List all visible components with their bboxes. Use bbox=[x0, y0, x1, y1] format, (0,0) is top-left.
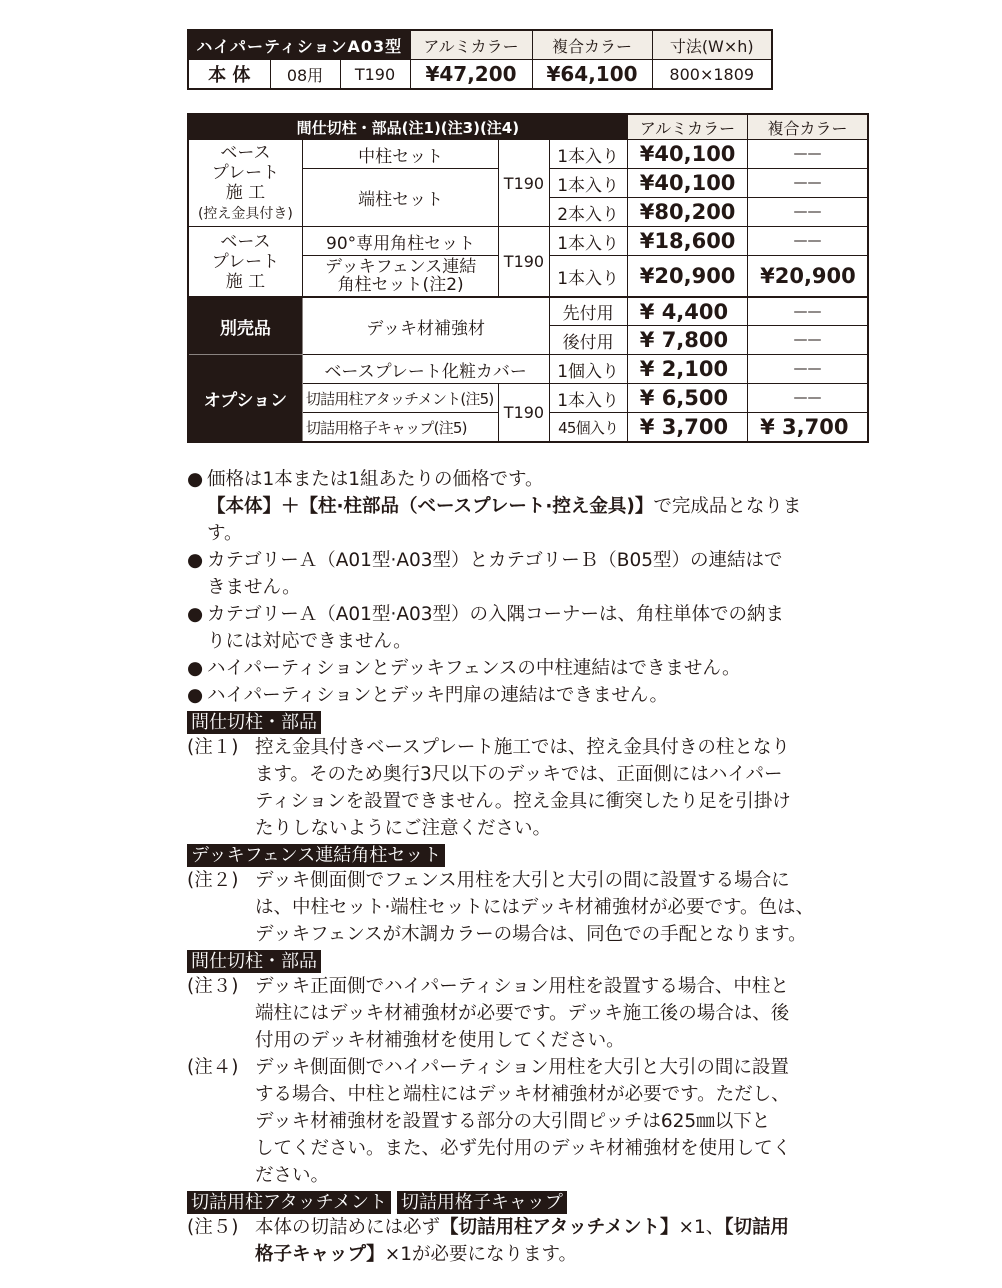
note-continuation bbox=[187, 628, 877, 655]
col-header-size: 寸法(W×h) bbox=[652, 30, 772, 60]
bullet-text: ハイパーティションとデッキ門扉の連結はできません。 bbox=[207, 685, 669, 706]
item-name: 中柱セット bbox=[302, 140, 499, 169]
item-name-line: デッキフェンス連結 bbox=[324, 257, 477, 277]
note-continuation bbox=[187, 520, 877, 547]
table-row bbox=[188, 227, 868, 256]
fukugo-price: —— bbox=[748, 355, 868, 384]
parts-header: 間仕切柱・部品(注1)(注3)(注4) bbox=[188, 114, 627, 140]
category-line: 施 工 bbox=[225, 271, 266, 292]
bold-text: 【本体】＋【柱·柱部品（ベースプレート·控え金具)】 bbox=[207, 496, 654, 517]
item-qty: 1本入り bbox=[549, 140, 627, 169]
bullet-icon: ● bbox=[187, 469, 204, 490]
alumi-price: ¥ 6,500 bbox=[627, 384, 747, 413]
item-name: 90°専用角柱セット bbox=[302, 227, 499, 256]
bullet-icon: ● bbox=[187, 658, 204, 679]
bold-text: 【切詰用柱アタッチメント】 bbox=[440, 1217, 679, 1238]
fukugo-price: —— bbox=[748, 384, 868, 413]
note-line: してください。また、必ず先付用のデッキ材補強材を使用してく bbox=[255, 1138, 792, 1159]
note-line: デッキ側面側でフェンス用柱を大引と大引の間に設置する場合に bbox=[255, 870, 790, 891]
col-header-alumi: アルミカラー bbox=[627, 114, 747, 140]
note-line: 控え金具付きベースプレート施工では、控え金具付きの柱となり bbox=[255, 737, 790, 758]
section-tag-row bbox=[187, 709, 877, 734]
model-t190: T190 bbox=[499, 384, 549, 443]
item-qty: 1本入り bbox=[549, 169, 627, 198]
item-name: デッキ材補強材 bbox=[302, 297, 549, 355]
item-name: 切詰用格子キャップ(注5) bbox=[302, 413, 499, 443]
fukugo-price: —— bbox=[748, 140, 868, 169]
bullet-icon: ● bbox=[187, 604, 204, 625]
section-tag: 切詰用格子キャップ bbox=[397, 1191, 567, 1214]
category-line: ベース bbox=[220, 231, 271, 252]
category-line: プレート bbox=[211, 251, 280, 272]
item-qty: 1本入り bbox=[549, 384, 627, 413]
note-bullet bbox=[187, 547, 877, 574]
item-qty: 1本入り bbox=[549, 227, 627, 256]
note-line: 付用のデッキ材補強材を使用してください。 bbox=[255, 1030, 625, 1051]
note-1 bbox=[187, 734, 877, 842]
section-tag-row bbox=[187, 842, 877, 867]
note-label: (注３) bbox=[187, 976, 239, 997]
row-model: T190 bbox=[340, 60, 410, 90]
bullet-icon: ● bbox=[187, 550, 204, 571]
bullet-text: で完成品となりま bbox=[653, 496, 802, 517]
table1-header-row bbox=[188, 30, 772, 60]
main-body-price-table bbox=[187, 29, 773, 90]
notes-section bbox=[187, 466, 877, 1268]
category-sub: (控え金具付き) bbox=[197, 205, 293, 222]
section-tag-row bbox=[187, 1189, 877, 1214]
alumi-price: ¥80,200 bbox=[627, 198, 747, 227]
section-tag-row bbox=[187, 948, 877, 973]
table-row bbox=[188, 297, 868, 326]
fukugo-price: ¥64,100 bbox=[532, 60, 652, 90]
item-qty: 45個入り bbox=[549, 413, 627, 443]
alumi-price: ¥ 2,100 bbox=[627, 355, 747, 384]
alumi-price: ¥18,600 bbox=[627, 227, 747, 256]
note-line: デッキ正面側でハイパーティション用柱を設置する場合、中柱と bbox=[255, 976, 789, 997]
section-tag: 間仕切柱・部品 bbox=[187, 950, 321, 973]
note-4 bbox=[187, 1054, 877, 1189]
table-row bbox=[188, 60, 772, 90]
note-line bbox=[255, 1214, 877, 1241]
category-baseplate-with-brace bbox=[188, 140, 302, 227]
bullet-icon: ● bbox=[187, 685, 204, 706]
category-line: 施 工 bbox=[225, 182, 266, 203]
note-bullet bbox=[187, 682, 877, 709]
fukugo-price: —— bbox=[748, 297, 868, 326]
note-label: (注１) bbox=[187, 737, 239, 758]
product-title: ハイパーティションA03型 bbox=[188, 30, 410, 60]
section-tag: 切詰用柱アタッチメント bbox=[187, 1191, 391, 1214]
note-line: ティションを設置できません。控え金具に衝突したり足を引掛け bbox=[255, 791, 791, 812]
category-option: オプション bbox=[188, 355, 302, 443]
item-name: ベースプレート化粧カバー bbox=[302, 355, 549, 384]
note-line bbox=[255, 1241, 877, 1268]
alumi-price: ¥ 3,700 bbox=[627, 413, 747, 443]
row-name: 本 体 bbox=[188, 60, 270, 90]
note-line: たりしないようにご注意ください。 bbox=[255, 818, 552, 839]
table-row bbox=[188, 355, 868, 384]
col-header-fukugo: 複合カラー bbox=[748, 114, 868, 140]
note-text: ×1、 bbox=[678, 1217, 725, 1238]
item-name: 切詰用柱アタッチメント(注5) bbox=[302, 384, 499, 413]
note-label: (注５) bbox=[187, 1217, 239, 1238]
note-line: は、中柱セット·端柱セットにはデッキ材補強材が必要です。色は、 bbox=[255, 897, 815, 918]
alumi-price: ¥20,900 bbox=[627, 256, 747, 298]
bullet-text: りには対応できません。 bbox=[207, 631, 412, 652]
alumi-price: ¥ 4,400 bbox=[627, 297, 747, 326]
bullet-text: カテゴリーＡ（A01型·A03型）の入隅コーナーは、角柱単体での納ま bbox=[207, 604, 785, 625]
category-separate-item: 別売品 bbox=[188, 297, 302, 355]
section-tag: 間仕切柱・部品 bbox=[187, 711, 321, 734]
category-line: ベース bbox=[220, 142, 271, 163]
item-qty: 後付用 bbox=[549, 326, 627, 355]
item-qty: 1個入り bbox=[549, 355, 627, 384]
bullet-text: きません。 bbox=[207, 577, 301, 598]
note-line: ださい。 bbox=[255, 1165, 330, 1186]
category-baseplate bbox=[188, 227, 302, 298]
item-name-line: 角柱セット(注2) bbox=[337, 275, 464, 295]
note-3 bbox=[187, 973, 877, 1054]
bullet-text: カテゴリーＡ（A01型·A03型）とカテゴリーＢ（B05型）の連結はで bbox=[207, 550, 783, 571]
bullet-text: 価格は1本または1組あたりの価格です。 bbox=[207, 469, 544, 490]
note-line: デッキフェンスが木調カラーの場合は、同色での手配となります。 bbox=[255, 924, 807, 945]
fukugo-price: —— bbox=[748, 169, 868, 198]
note-label: (注４) bbox=[187, 1057, 239, 1078]
fukugo-price: —— bbox=[748, 326, 868, 355]
bold-text: 【切詰用 bbox=[724, 1217, 790, 1238]
parts-price-table bbox=[187, 113, 869, 443]
item-qty: 先付用 bbox=[549, 297, 627, 326]
note-continuation bbox=[187, 574, 877, 601]
note-text: 本体の切詰めには必ず bbox=[255, 1217, 441, 1238]
item-qty: 1本入り bbox=[549, 256, 627, 298]
table2-header-row bbox=[188, 114, 868, 140]
note-line: デッキ側面側でハイパーティション用柱を大引と大引の間に設置 bbox=[255, 1057, 789, 1078]
item-name bbox=[302, 256, 499, 298]
alumi-price: ¥40,100 bbox=[627, 169, 747, 198]
alumi-price: ¥40,100 bbox=[627, 140, 747, 169]
bullet-text: ハイパーティションとデッキフェンスの中柱連結はできません。 bbox=[207, 658, 741, 679]
fukugo-price: ¥ 3,700 bbox=[748, 413, 868, 443]
note-line: ます。そのため奥行3尺以下のデッキでは、正面側にはハイパー bbox=[255, 764, 783, 785]
item-qty: 2本入り bbox=[549, 198, 627, 227]
note-line: デッキ材補強材を設置する部分の大引間ピッチは625㎜以下と bbox=[255, 1111, 771, 1132]
section-tag: デッキフェンス連結角柱セット bbox=[187, 844, 445, 867]
item-name: 端柱セット bbox=[302, 169, 499, 227]
model-t190: T190 bbox=[499, 227, 549, 298]
table-row bbox=[188, 140, 868, 169]
category-line: プレート bbox=[211, 162, 280, 183]
note-line: する場合、中柱と端柱にはデッキ材補強材が必要です。ただし、 bbox=[255, 1084, 790, 1105]
note-bullet bbox=[187, 466, 877, 493]
note-text: ×1が必要になります。 bbox=[384, 1244, 577, 1265]
note-line: 端柱にはデッキ材補強材が必要です。デッキ施工後の場合は、後 bbox=[255, 1003, 790, 1024]
col-header-fukugo: 複合カラー bbox=[532, 30, 652, 60]
fukugo-price: ¥20,900 bbox=[748, 256, 868, 298]
fukugo-price: —— bbox=[748, 198, 868, 227]
note-2 bbox=[187, 867, 877, 948]
size-value: 800×1809 bbox=[652, 60, 772, 90]
bold-text: 格子キャップ】 bbox=[255, 1244, 385, 1265]
alumi-price: ¥47,200 bbox=[410, 60, 532, 90]
bullet-text: す。 bbox=[207, 523, 243, 544]
note-label: (注２) bbox=[187, 870, 239, 891]
note-5 bbox=[187, 1214, 877, 1268]
note-bullet bbox=[187, 655, 877, 682]
alumi-price: ¥ 7,800 bbox=[627, 326, 747, 355]
fukugo-price: —— bbox=[748, 227, 868, 256]
note-continuation bbox=[187, 493, 877, 520]
col-header-alumi: アルミカラー bbox=[410, 30, 532, 60]
model-t190: T190 bbox=[499, 140, 549, 227]
note-bullet bbox=[187, 601, 877, 628]
row-type: 08用 bbox=[270, 60, 340, 90]
